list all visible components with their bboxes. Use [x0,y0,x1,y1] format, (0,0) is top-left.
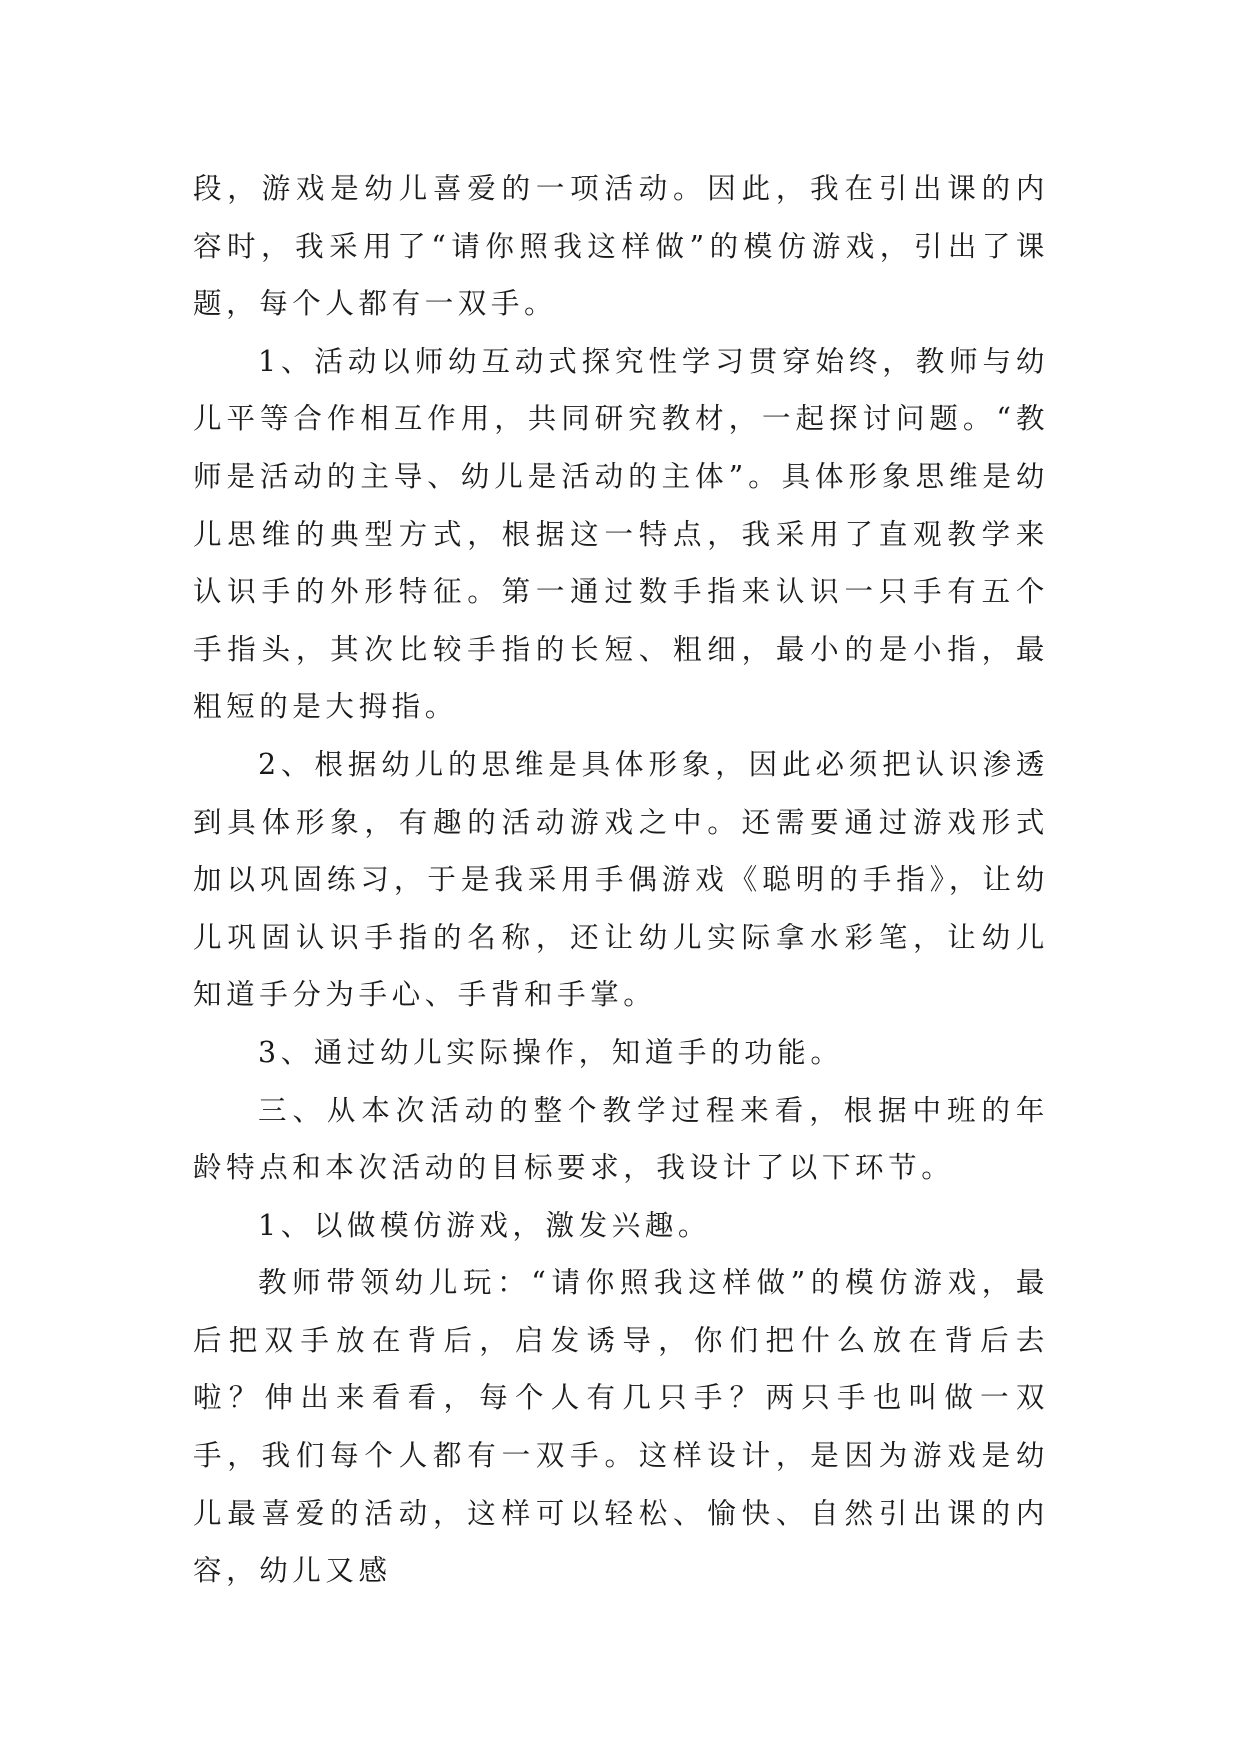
paragraph-2: 2、根据幼儿的思维是具体形象，因此必须把认识渗透到具体形象，有趣的活动游戏之中。还需要通过游戏形式加以巩固练习，于是我采用手偶游戏《聪明的手指》，让幼儿巩固认识手指的名称，还让幼儿实际拿水彩笔，让幼儿知道手分为手心、手背和手掌。 [193,747,1049,1012]
paragraph-section-3: 三、从本次活动的整个教学过程来看，根据中班的年龄特点和本次活动的目标要求，我设计了以下环节。 [193,1093,1049,1185]
paragraph-step-1-detail: 教师带领幼儿玩：“请你照我这样做”的模仿游戏，最后把双手放在背后，启发诱导，你们把什么放在背后去啦？伸出来看看，每个人有几只手？两只手也叫做一双手，我们每个人都有一双手。这样设计，是因为游戏是幼儿最喜爱的活动，这样可以轻松、愉快、自然引出课的内容，幼儿又感 [193,1266,1049,1588]
paragraph-1: 1、活动以师幼互动式探究性学习贯穿始终，教师与幼儿平等合作相互作用，共同研究教材，一起探讨问题。“教师是活动的主导、幼儿是活动的主体”。具体形象思维是幼儿思维的典型方式，根据这一特点，我采用了直观教学来认识手的外形特征。第一通过数手指来认识一只手有五个手指头，其次比较手指的长短、粗细，最小的是小指，最粗短的是大拇指。 [193,344,1049,724]
paragraph-continuation: 段，游戏是幼儿喜爱的一项活动。因此，我在引出课的内容时，我采用了“请你照我这样做”的模仿游戏，引出了课题，每个人都有一双手。 [193,172,1049,321]
paragraph-step-1: 1、以做模仿游戏，激发兴趣。 [258,1208,712,1242]
paragraph-3: 3、通过幼儿实际操作，知道手的功能。 [258,1035,844,1069]
document-body [193,160,1049,1600]
